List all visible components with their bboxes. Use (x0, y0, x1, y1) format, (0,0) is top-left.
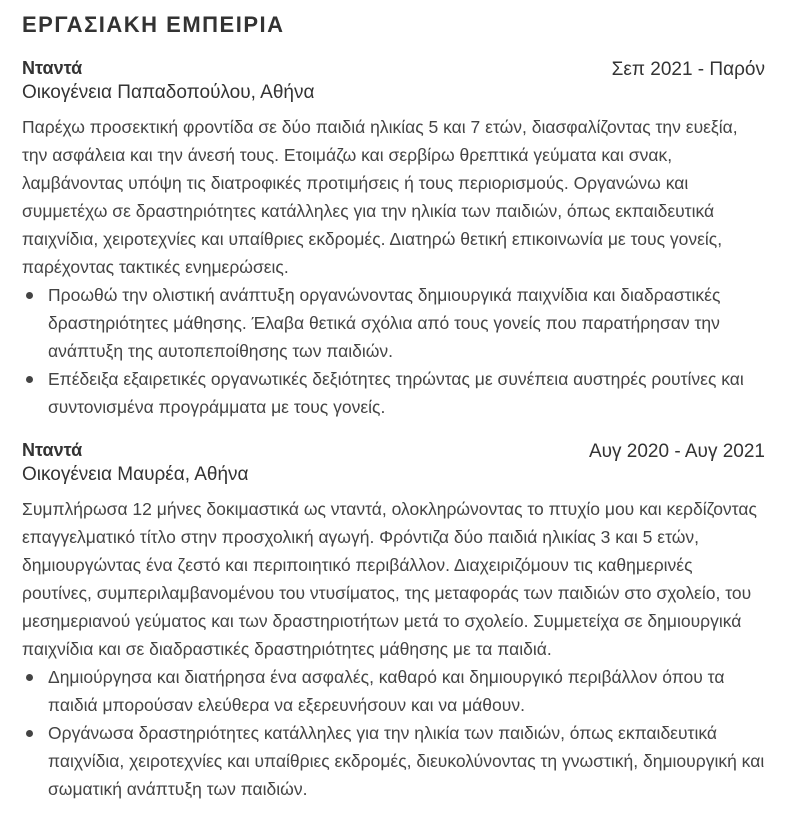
achievement-text: Δημιούργησα και διατήρησα ένα ασφαλές, καθαρό και δημιουργικό περιβάλλον όπου τα παιδιά μπορούσαν ελεύθερα να εξερευνήσουν και να μάθουν. (48, 667, 725, 715)
achievement-text: Οργάνωσα δραστηριότητες κατάλληλες για την ηλικία των παιδιών, όπως εκπαιδευτικά παιχνίδια, χειροτεχνίες και υπαίθριες εκδρομές, διευκολύνοντας τη γνωστική, δημιουργική και σωματική ανάπτυξη των παιδιών. (48, 723, 765, 799)
job-description: Παρέχω προσεκτική φροντίδα σε δύο παιδιά ηλικίας 5 και 7 ετών, διασφαλίζοντας την ευεξία, την ασφάλεια και την άνεσή τους. Ετοιμάζω και σερβίρω θρεπτικά γεύματα και σνακ, λαμβάνοντας υπόψη τις διατροφικές προτιμήσεις ή τους περιορισμούς. Οργανώνω και συμμετέχω σε δραστηριότητες κατάλληλες για την ηλικία των παιδιών, όπως εκπαιδευτικά παιχνίδια, χειροτεχνίες και υπαίθριες εκδρομές. Διατηρώ θετική επικοινωνία με τους γονείς, παρέχοντας τακτικές ενημερώσεις. (22, 117, 738, 277)
achievement-item (22, 365, 765, 421)
job-entry-2 (22, 439, 765, 803)
bullet-icon (26, 674, 33, 681)
achievement-item (22, 281, 765, 365)
job-employer: Οικογένεια Παπαδοπούλου, Αθήνα (22, 82, 315, 103)
resume-page (22, 10, 765, 821)
job-header (22, 57, 765, 81)
bullet-icon (26, 292, 33, 299)
bullet-icon (26, 376, 33, 383)
achievement-item (22, 663, 765, 719)
achievement-item (22, 719, 765, 803)
job-role: Νταντά (22, 440, 83, 460)
job-dates: Αυγ 2020 - Αυγ 2021 (588, 441, 765, 462)
job-entry-1 (22, 57, 765, 421)
job-dates: Σεπ 2021 - Παρόν (611, 59, 765, 80)
job-header (22, 439, 765, 463)
job-achievements (22, 281, 765, 421)
job-achievements (22, 663, 765, 803)
section-title: ΕΡΓΑΣΙΑΚΗ ΕΜΠΕΙΡΙΑ (22, 12, 285, 37)
bullet-icon (26, 730, 33, 737)
achievement-text: Προωθώ την ολιστική ανάπτυξη οργανώνοντας δημιουργικά παιχνίδια και διαδραστικές δραστηριότητες μάθησης. Έλαβα θετικά σχόλια από τους γονείς που παρατήρησαν την ανάπτυξη της αυτοπεποίθησης των παιδιών. (48, 285, 721, 361)
job-description: Συμπλήρωσα 12 μήνες δοκιμαστικά ως νταντά, ολοκληρώνοντας το πτυχίο μου και κερδίζοντας επαγγελματικό τίτλο στην προσχολική αγωγή. Φρόντιζα δύο παιδιά ηλικίας 3 και 5 ετών, δημιουργώντας ένα ζεστό και περιποιητικό περιβάλλον. Διαχειριζόμουν τις καθημερινές ρουτίνες, συμπεριλαμβανομένου του ντυσίματος, της μεταφοράς των παιδιών στο σχολείο, του μεσημεριανού γεύματος και των δραστηριοτήτων μετά το σχολείο. Συμμετείχα σε δημιουργικά παιχνίδια και σε διαδραστικές δραστηριότητες μάθησης με τα παιδιά. (22, 499, 757, 659)
job-employer: Οικογένεια Μαυρέα, Αθήνα (22, 464, 249, 485)
job-role: Νταντά (22, 58, 83, 78)
achievement-text: Επέδειξα εξαιρετικές οργανωτικές δεξιότητες τηρώντας με συνέπεια αυστηρές ρουτίνες και συντονισμένα προγράμματα με τους γονείς. (48, 369, 744, 417)
